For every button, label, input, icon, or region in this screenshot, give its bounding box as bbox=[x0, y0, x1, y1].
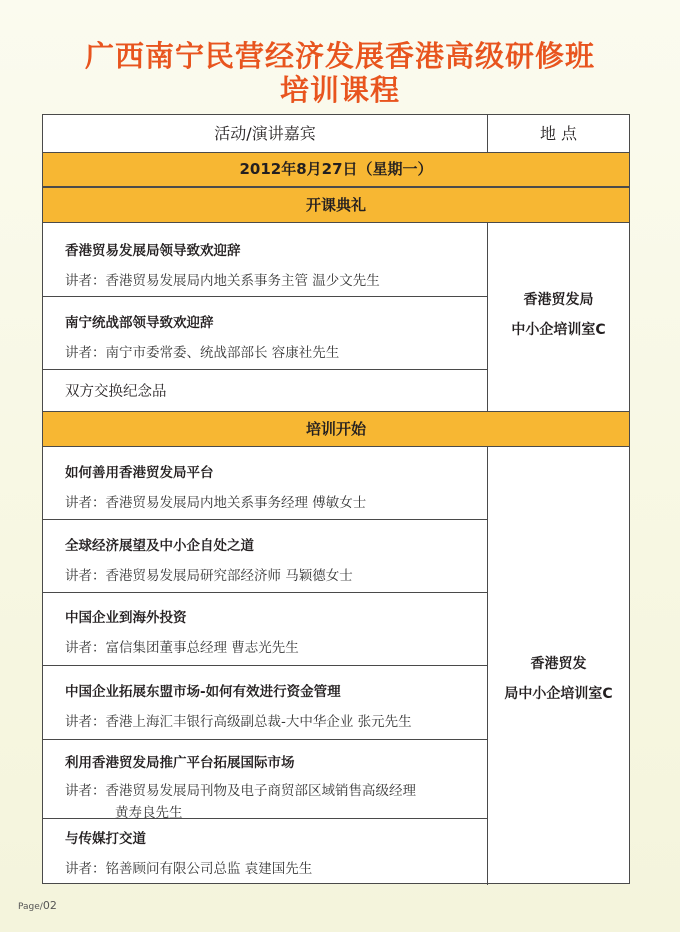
item-title: 南宁统战部领导致欢迎辞 bbox=[65, 315, 214, 331]
section-training-header: 培训开始 bbox=[43, 411, 629, 447]
item-title: 与传媒打交道 bbox=[65, 831, 146, 847]
venue-line: 香港贸发局 bbox=[523, 292, 594, 308]
header-location: 地 点 bbox=[539, 124, 578, 143]
item-speaker: 讲者：香港贸易发展局研究部经济师 马颖德女士 bbox=[65, 568, 353, 584]
row-divider bbox=[43, 592, 487, 593]
footer-label: Page/ bbox=[18, 902, 43, 912]
schedule-table bbox=[42, 114, 630, 884]
item-speaker: 讲者：香港贸易发展局内地关系事务经理 傅敏女士 bbox=[65, 495, 367, 511]
date-row: 2012年8月27日（星期一） bbox=[43, 152, 629, 187]
list-item bbox=[65, 461, 485, 511]
item-title: 香港贸易发展局领导致欢迎辞 bbox=[65, 243, 241, 259]
venue-line: 香港贸发 bbox=[530, 656, 587, 672]
item-title: 全球经济展望及中小企自处之道 bbox=[65, 538, 254, 554]
row-divider bbox=[43, 296, 487, 297]
item-title: 利用香港贸发局推广平台拓展国际市场 bbox=[65, 755, 295, 771]
item-speaker: 讲者：南宁市委常委、统战部部长 容康社先生 bbox=[65, 345, 340, 361]
row-divider bbox=[43, 665, 487, 666]
list-item bbox=[65, 751, 485, 821]
page-number: 02 bbox=[42, 899, 57, 912]
page-subtitle: 培训课程 bbox=[279, 73, 400, 107]
item-speaker: 讲者：香港贸易发展局内地关系事务主管 温少文先生 bbox=[65, 273, 380, 289]
row-divider bbox=[43, 519, 487, 520]
item-title: 双方交换纪念品 bbox=[65, 384, 167, 400]
venue-opening bbox=[488, 285, 629, 345]
venue-line: 局中小企培训室C bbox=[504, 686, 613, 702]
list-item bbox=[65, 534, 485, 584]
list-item bbox=[65, 239, 485, 289]
row-divider bbox=[43, 739, 487, 740]
list-item bbox=[65, 380, 485, 401]
page-footer bbox=[18, 899, 57, 912]
section-opening-header: 开课典礼 bbox=[43, 187, 629, 223]
item-speaker: 讲者：香港上海汇丰银行高级副总裁-大中华企业 张元先生 bbox=[65, 714, 412, 730]
page-title: 广西南宁民营经济发展香港高级研修班 bbox=[84, 39, 595, 73]
item-speaker: 讲者：富信集团董事总经理 曹志光先生 bbox=[65, 640, 299, 656]
item-title: 如何善用香港贸发局平台 bbox=[65, 465, 214, 481]
list-item bbox=[65, 827, 485, 877]
header-activity: 活动/演讲嘉宾 bbox=[214, 124, 316, 143]
item-speaker: 讲者：铭善顾问有限公司总监 袁建国先生 bbox=[65, 861, 313, 877]
list-item bbox=[65, 606, 485, 656]
venue-training bbox=[488, 649, 629, 709]
item-title: 中国企业到海外投资 bbox=[65, 610, 187, 626]
item-title: 中国企业拓展东盟市场-如何有效进行资金管理 bbox=[65, 684, 341, 700]
item-speaker: 讲者：香港贸易发展局刊物及电子商贸部区域销售高级经理 bbox=[65, 783, 416, 799]
venue-line: 中小企培训室C bbox=[511, 322, 606, 338]
list-item bbox=[65, 680, 485, 730]
list-item bbox=[65, 311, 485, 361]
item-speaker-cont: 黄寿良先生 bbox=[115, 805, 183, 821]
row-divider bbox=[43, 369, 487, 370]
divider bbox=[487, 115, 488, 152]
